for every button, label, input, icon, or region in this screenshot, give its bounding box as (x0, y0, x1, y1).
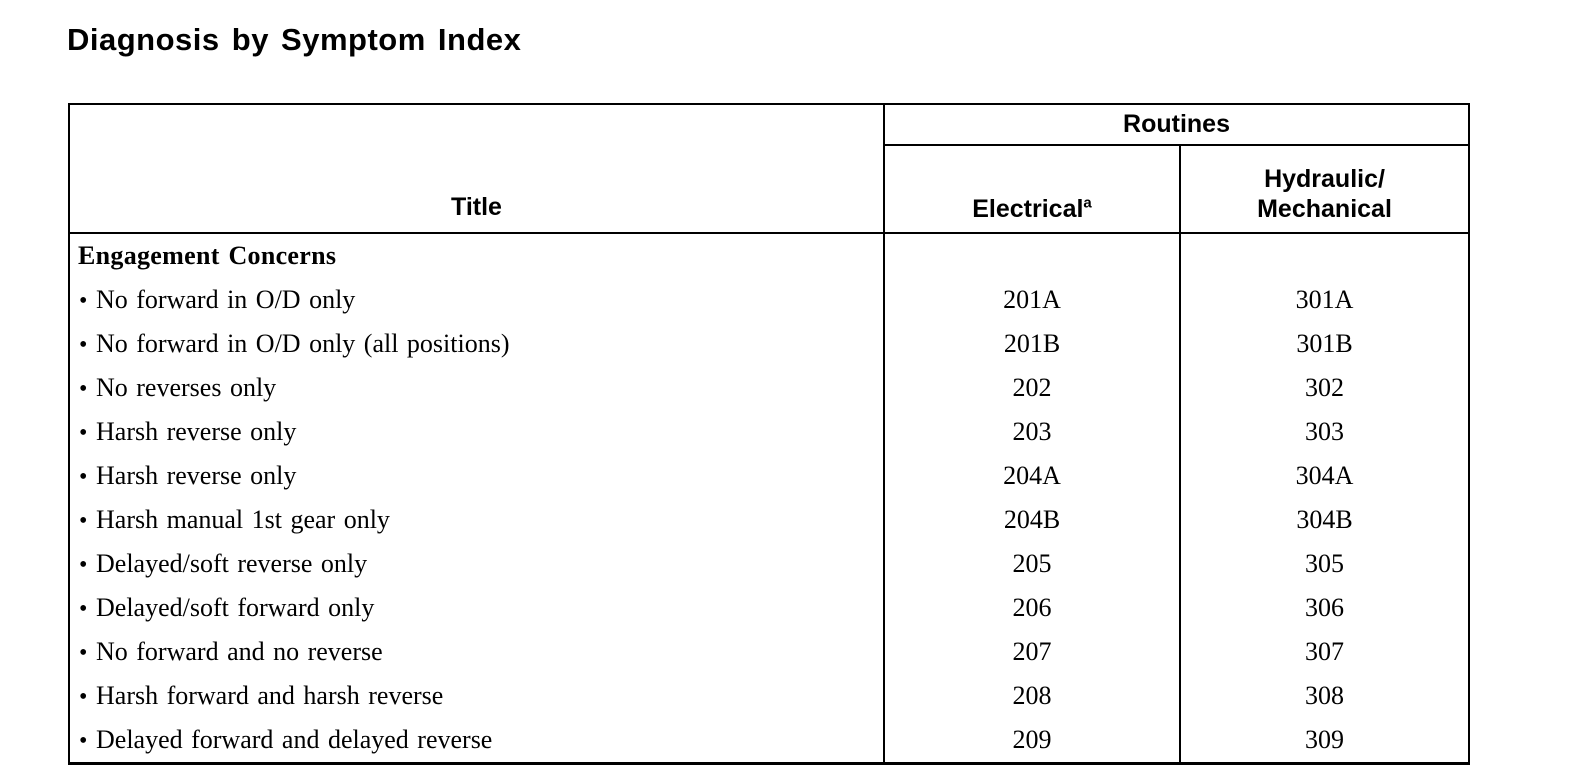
column-header-electrical (884, 145, 1180, 233)
electrical-header-label: Electrical (972, 195, 1084, 223)
table-row (69, 366, 1469, 410)
row-title: Harsh reverse only (96, 461, 297, 490)
cell-hydraulic: 301A (1295, 285, 1354, 314)
cell-electrical: 204A (884, 454, 1180, 498)
hydraulic-header-line2: Mechanical (1257, 195, 1392, 223)
cell-hydraulic: 301B (1296, 329, 1353, 358)
table-row (69, 674, 1469, 718)
table-row (69, 322, 1469, 366)
bullet-icon: • (79, 288, 88, 314)
cell-hydraulic: 307 (1305, 637, 1344, 666)
cell-hydraulic: 305 (1305, 549, 1344, 578)
section-cell-hydraulic-empty (1180, 233, 1469, 278)
row-title: Harsh manual 1st gear only (96, 505, 390, 534)
cell-electrical: 203 (884, 410, 1180, 454)
row-title: Harsh reverse only (96, 417, 297, 446)
section-header-row (69, 233, 1469, 278)
table-row (69, 718, 1469, 764)
cell-hydraulic: 309 (1305, 725, 1344, 754)
table-row (69, 586, 1469, 630)
cell-electrical: 201B (884, 322, 1180, 366)
hydraulic-header-line1: Hydraulic/ (1264, 165, 1385, 193)
table-row (69, 454, 1469, 498)
row-title: No forward in O/D only (96, 285, 356, 314)
table-row (69, 542, 1469, 586)
header-row-group (69, 104, 1469, 145)
cell-electrical: 202 (884, 366, 1180, 410)
row-title: Harsh forward and harsh reverse (96, 681, 444, 710)
cell-hydraulic: 303 (1305, 417, 1344, 446)
bullet-icon: • (79, 508, 88, 534)
table-row (69, 278, 1469, 322)
symptom-index-table (68, 103, 1470, 765)
footnote-marker: a (1083, 194, 1092, 212)
table-row (69, 410, 1469, 454)
bullet-icon: • (79, 376, 88, 402)
table-body (69, 233, 1469, 764)
bullet-icon: • (79, 332, 88, 358)
cell-hydraulic: 308 (1305, 681, 1344, 710)
bullet-icon: • (79, 684, 88, 710)
column-header-hydraulic-mechanical (1180, 145, 1469, 233)
row-title: Delayed/soft reverse only (96, 549, 368, 578)
cell-electrical: 204B (884, 498, 1180, 542)
column-header-title: Title (69, 104, 884, 233)
bullet-icon: • (79, 728, 88, 754)
bullet-icon: • (79, 420, 88, 446)
bullet-icon: • (79, 552, 88, 578)
cell-electrical: 208 (884, 674, 1180, 718)
row-title: No reverses only (96, 373, 277, 402)
table-row (69, 630, 1469, 674)
bullet-icon: • (79, 464, 88, 490)
bullet-icon: • (79, 596, 88, 622)
page-title: Diagnosis by Symptom Index (67, 22, 522, 57)
cell-hydraulic: 302 (1305, 373, 1344, 402)
table-row (69, 498, 1469, 542)
row-title: Delayed forward and delayed reverse (96, 725, 493, 754)
cell-electrical: 205 (884, 542, 1180, 586)
cell-hydraulic: 306 (1305, 593, 1344, 622)
cell-electrical: 206 (884, 586, 1180, 630)
bullet-icon: • (79, 640, 88, 666)
cell-electrical: 201A (884, 278, 1180, 322)
row-title: Delayed/soft forward only (96, 593, 375, 622)
column-header-routines-group: Routines (884, 104, 1469, 145)
cell-electrical: 209 (884, 718, 1180, 764)
row-title: No forward and no reverse (96, 637, 383, 666)
section-header: Engagement Concerns (69, 233, 884, 278)
row-title: No forward in O/D only (all positions) (96, 329, 510, 358)
section-cell-electrical-empty (884, 233, 1180, 278)
cell-electrical: 207 (884, 630, 1180, 674)
cell-hydraulic: 304A (1295, 461, 1354, 490)
cell-hydraulic: 304B (1296, 505, 1353, 534)
